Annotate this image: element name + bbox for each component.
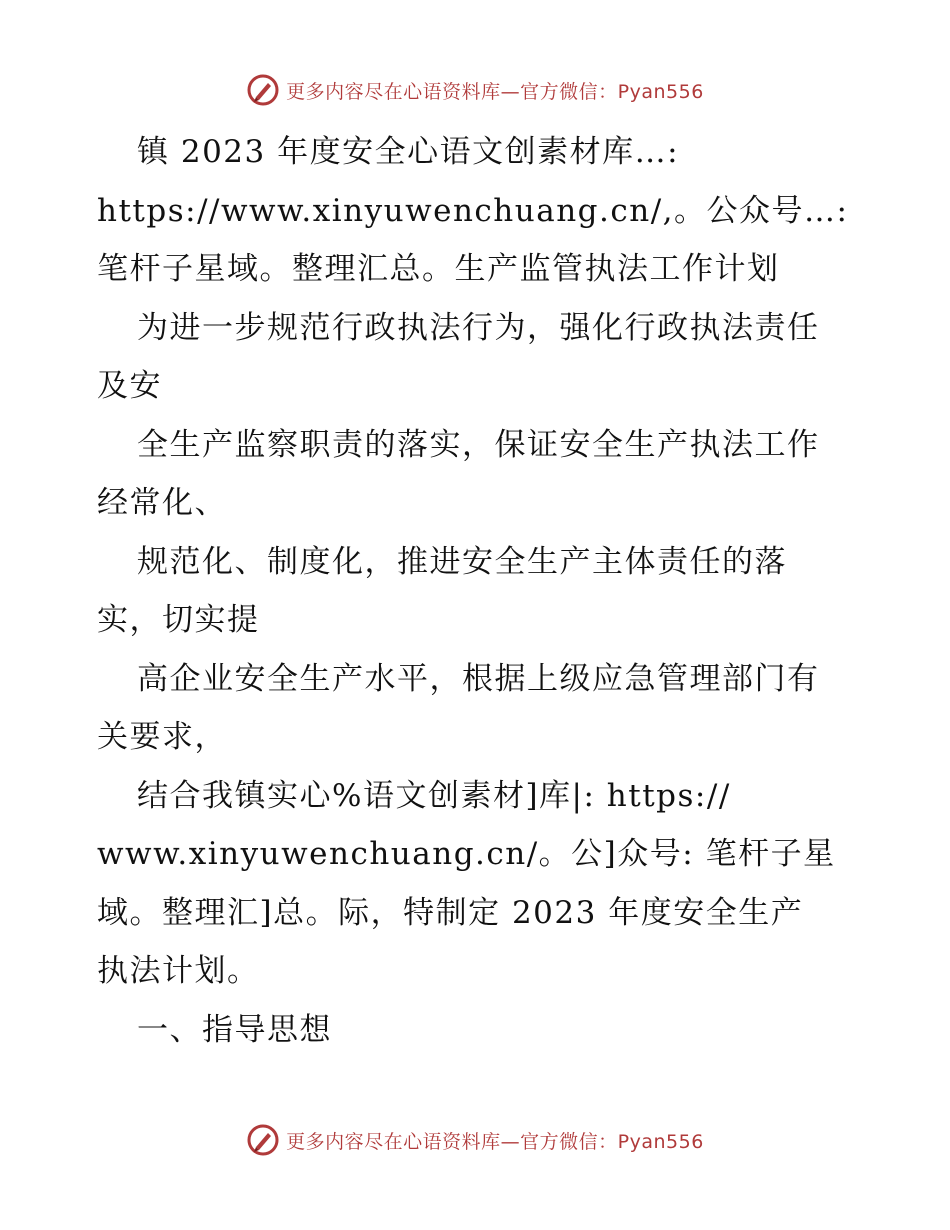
body-line: 关要求， (97, 719, 227, 755)
body-line: 及安 (97, 368, 162, 404)
footer-banner-text: 更多内容尽在心语资料库—官方微信：Pyan556 (286, 1130, 704, 1153)
body-line: 高企业安全生产水平，根据上级应急管理部门有 (137, 660, 820, 697)
body-line: 全生产监察职责的落实，保证安全生产执法工作 (137, 426, 820, 463)
body-line: 结合我镇实心%语文创素材]库|: https:// (137, 777, 731, 814)
body-line: 规范化、制度化，推进安全生产主体责任的落 (137, 543, 787, 580)
body-line: https://www.xinyuwenchuang.cn/,。公众号…: (97, 192, 849, 229)
body-line: 执法计划。 (97, 953, 260, 989)
body-line: 经常化、 (97, 485, 227, 521)
body-line: www.xinyuwenchuang.cn/。公]众号: 笔杆子星 (97, 836, 836, 872)
body-line: 域。整理汇]总。际，特制定 2023 年度安全生产 (97, 894, 804, 931)
body-line: 实，切实提 (97, 602, 260, 638)
body-line: 为进一步规范行政执法行为，强化行政执法责任 (137, 309, 820, 346)
pen-logo-icon (246, 73, 280, 107)
header-banner-text: 更多内容尽在心语资料库—官方微信：Pyan556 (286, 80, 704, 103)
header-banner (0, 70, 950, 110)
pen-logo-icon (246, 1123, 280, 1157)
footer-banner (0, 1120, 950, 1160)
body-line: 笔杆子星域。整理汇总。生产监管执法工作计划 (97, 251, 780, 287)
document-body (97, 123, 857, 1059)
body-line: 镇 2023 年度安全心语文创素材库…: (137, 134, 680, 170)
section-heading: 一、指导思想 (137, 1011, 332, 1048)
